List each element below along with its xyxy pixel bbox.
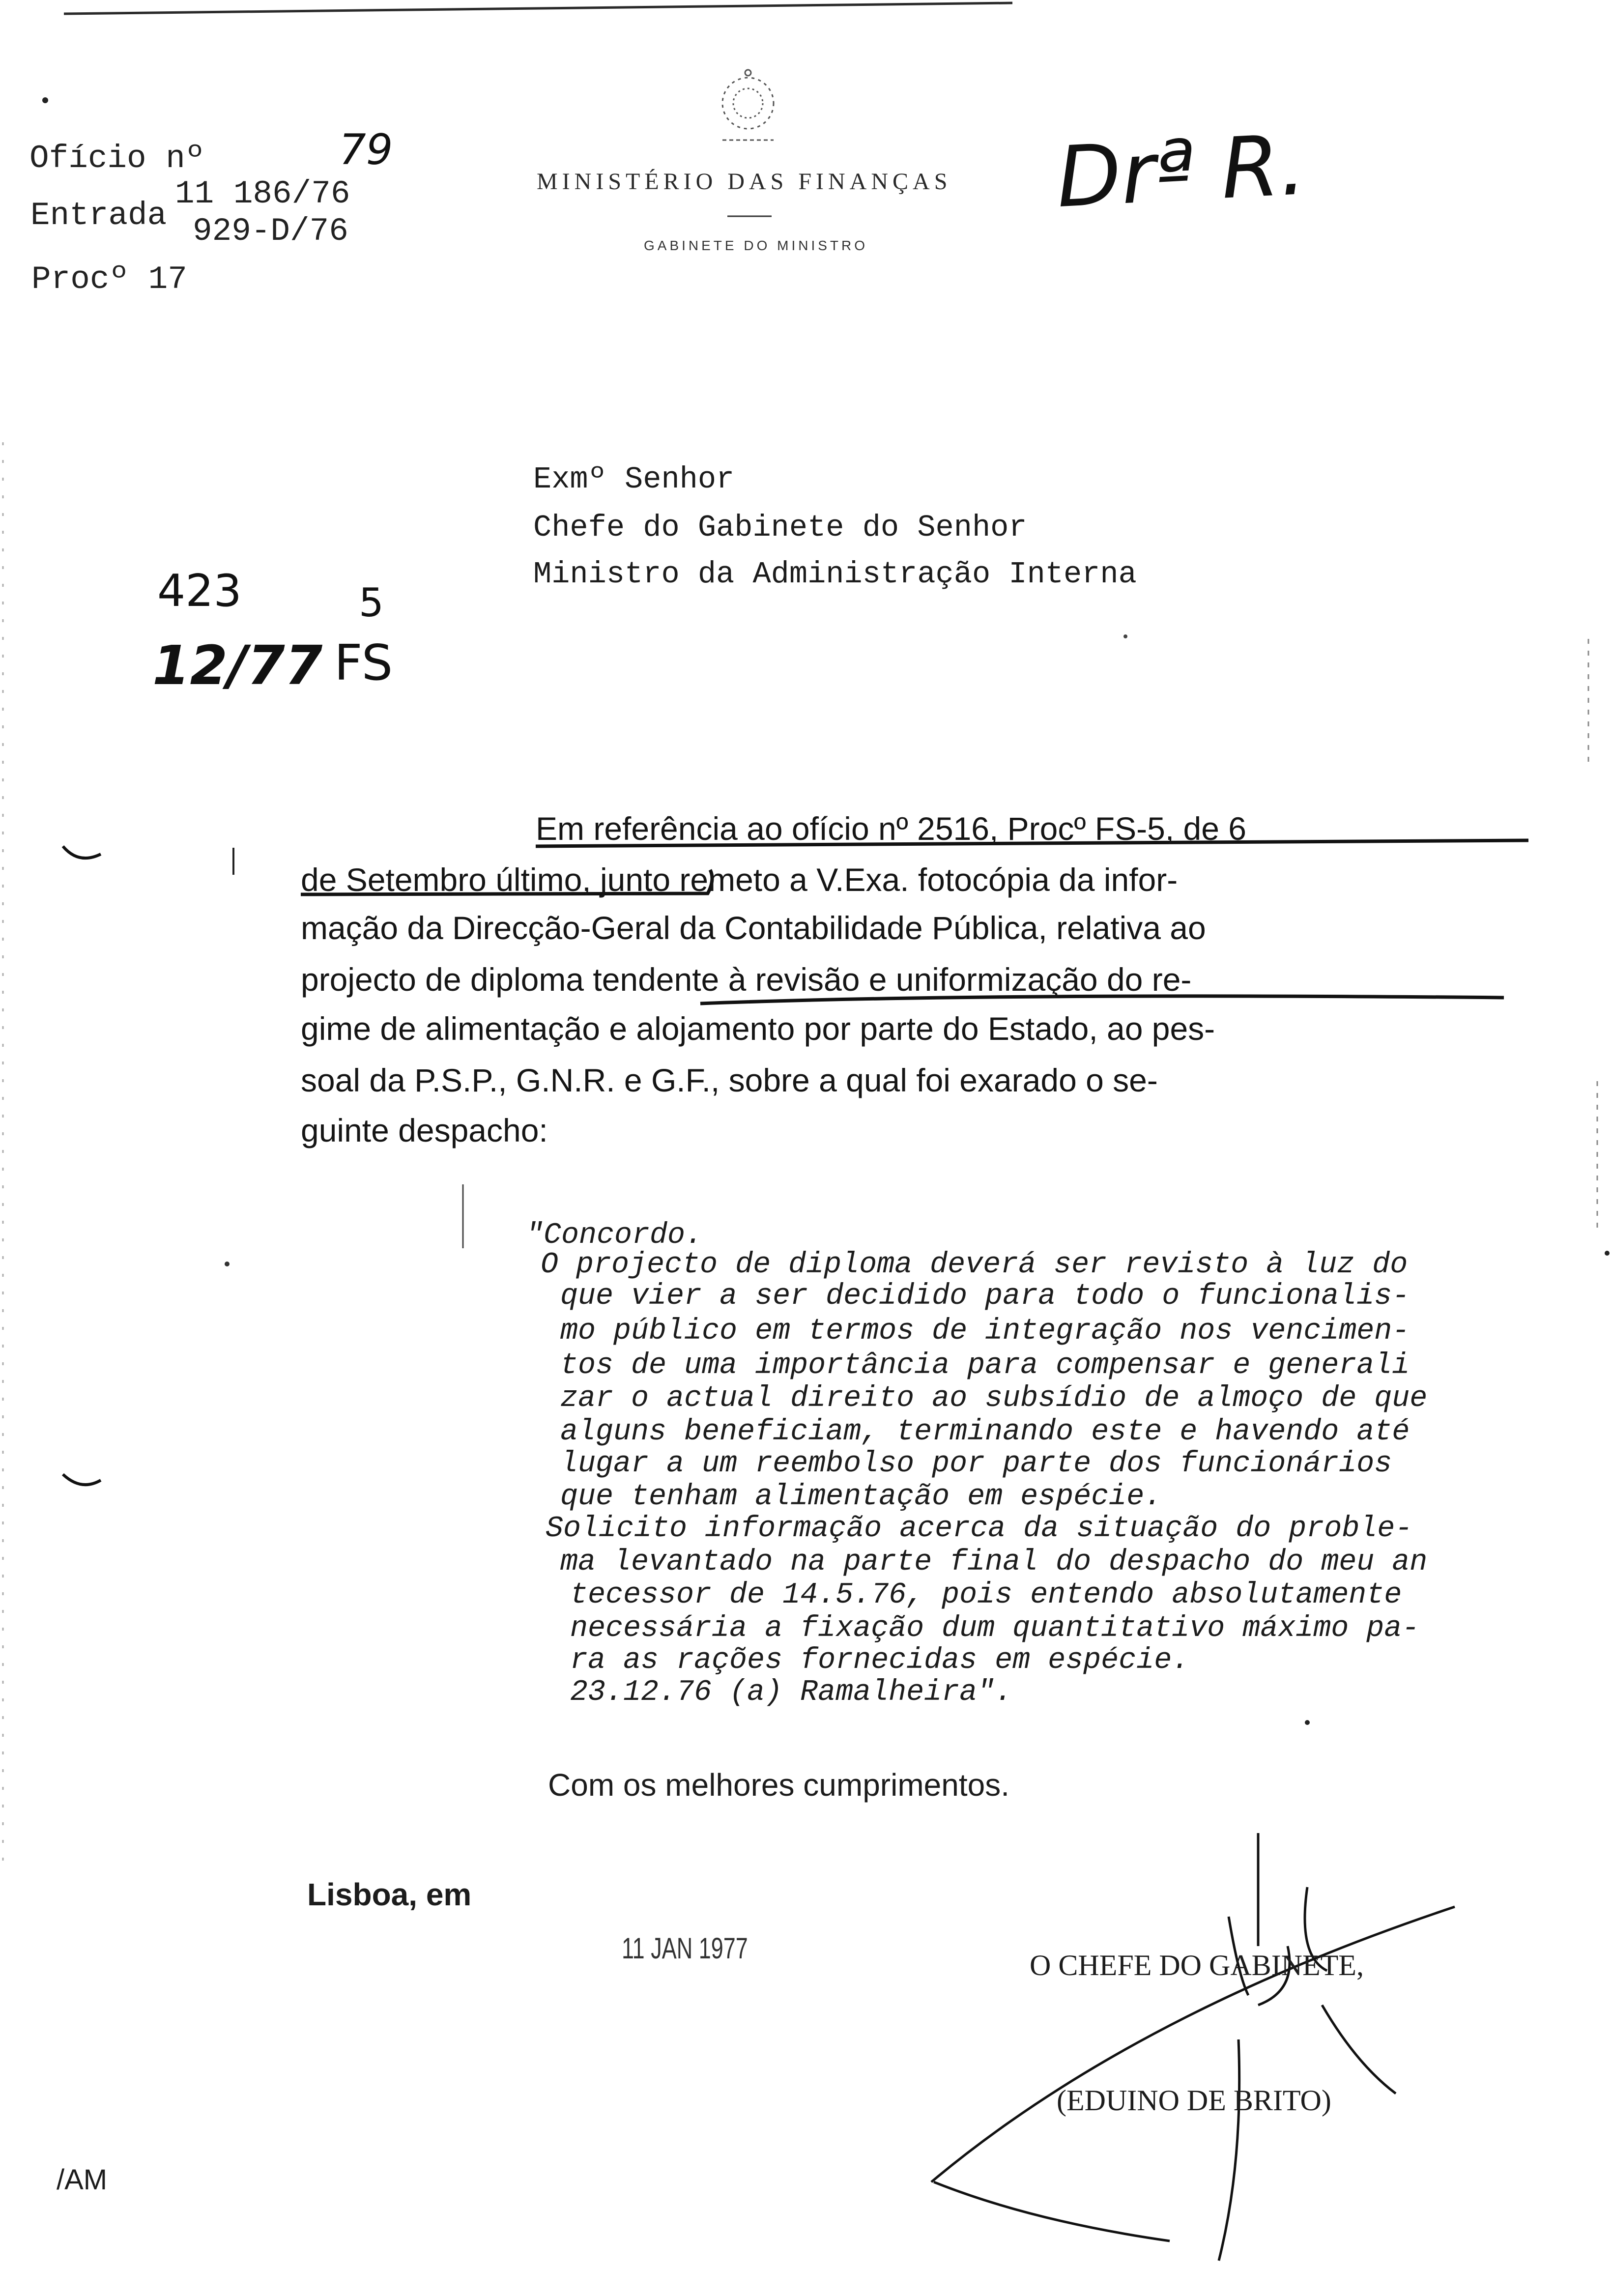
- closing-greeting: Com os melhores cumprimentos.: [548, 1767, 1009, 1803]
- body-line: soal da P.S.P., G.N.R. e G.F., sobre a qual foi exarado o se-: [301, 1062, 1158, 1098]
- despacho-line: ra as rações fornecidas em espécie.: [570, 1644, 1190, 1677]
- addressee-line: Exmº Senhor: [533, 462, 735, 497]
- coat-of-arms-icon: [722, 70, 774, 140]
- despacho-line: que tenham alimentação em espécie.: [560, 1480, 1162, 1514]
- despacho-line: mo público em termos de integração nos vencimen-: [560, 1315, 1410, 1348]
- body-line: guinte despacho:: [301, 1112, 548, 1148]
- despacho-line: que vier a ser decidido para todo o funcionalis-: [560, 1280, 1410, 1313]
- entrada-label: Entrada: [30, 197, 167, 234]
- oficio-label: Ofício nº: [29, 140, 205, 177]
- margin-initials: FS: [334, 634, 393, 691]
- body-line: gime de alimentação e alojamento por parte do Estado, ao pes-: [301, 1010, 1215, 1047]
- despacho-line: necessária a fixação dum quantitativo máximo pa-: [570, 1612, 1420, 1645]
- date-stamp: 11 JAN 1977: [622, 1932, 748, 1965]
- despacho-line: zar o actual direito ao subsídio de almoço de que: [560, 1382, 1428, 1415]
- addressee-line: Chefe do Gabinete do Senhor: [533, 510, 1027, 545]
- despacho-line: Solicito informação acerca da situação do proble-: [546, 1512, 1413, 1546]
- body-line: Em referência ao ofício nº 2516, Procº FS-5, de 6: [536, 810, 1246, 847]
- typist-initials: /AM: [57, 2164, 108, 2196]
- margin-digit: 5: [359, 580, 384, 626]
- despacho-line: ma levantado na parte final do despacho do meu an: [560, 1546, 1428, 1579]
- despacho-line: lugar a um reembolso por parte dos funcionários: [560, 1447, 1392, 1481]
- signer-title: O CHEFE DO GABINETE,: [1030, 1949, 1364, 1981]
- body-line: de Setembro último, junto remeto a V.Exa. fotocópia da infor-: [301, 861, 1178, 898]
- entrada-number-2: 929-D/76: [193, 213, 348, 250]
- processo-number: Procº 17: [31, 261, 187, 298]
- despacho-line: O projecto de diploma deverá ser revisto à luz do: [541, 1248, 1408, 1282]
- signer-name: (EDUINO DE BRITO): [1057, 2084, 1331, 2117]
- margin-date: 12/77: [152, 634, 323, 697]
- handwritten-annotation: Drª R.: [1054, 116, 1308, 227]
- ministry-name: MINISTÉRIO DAS FINANÇAS: [537, 169, 952, 195]
- oficio-number: 79: [339, 125, 393, 174]
- entrada-number-1: 11 186/76: [175, 175, 350, 212]
- despacho-line: "Concordo.: [526, 1219, 703, 1252]
- despacho-line: tos de uma importância para compensar e generali: [560, 1349, 1410, 1382]
- ministry-office: GABINETE DO MINISTRO: [644, 238, 868, 253]
- place-line: Lisboa, em: [307, 1877, 472, 1912]
- despacho-line: 23.12.76 (a) Ramalheira".: [570, 1676, 1013, 1709]
- body-line: mação da Direcção-Geral da Contabilidade Pública, relativa ao: [301, 910, 1206, 946]
- despacho-line: alguns beneficiam, terminando este e havendo até: [560, 1415, 1410, 1449]
- signature-strokes: [931, 1833, 1455, 2261]
- addressee-line: Ministro da Administração Interna: [533, 557, 1137, 592]
- body-line: projecto de diploma tendente à revisão e uniformização do re-: [301, 961, 1192, 998]
- despacho-line: tecessor de 14.5.76, pois entendo absolutamente: [570, 1578, 1402, 1612]
- margin-number: 423: [157, 565, 242, 617]
